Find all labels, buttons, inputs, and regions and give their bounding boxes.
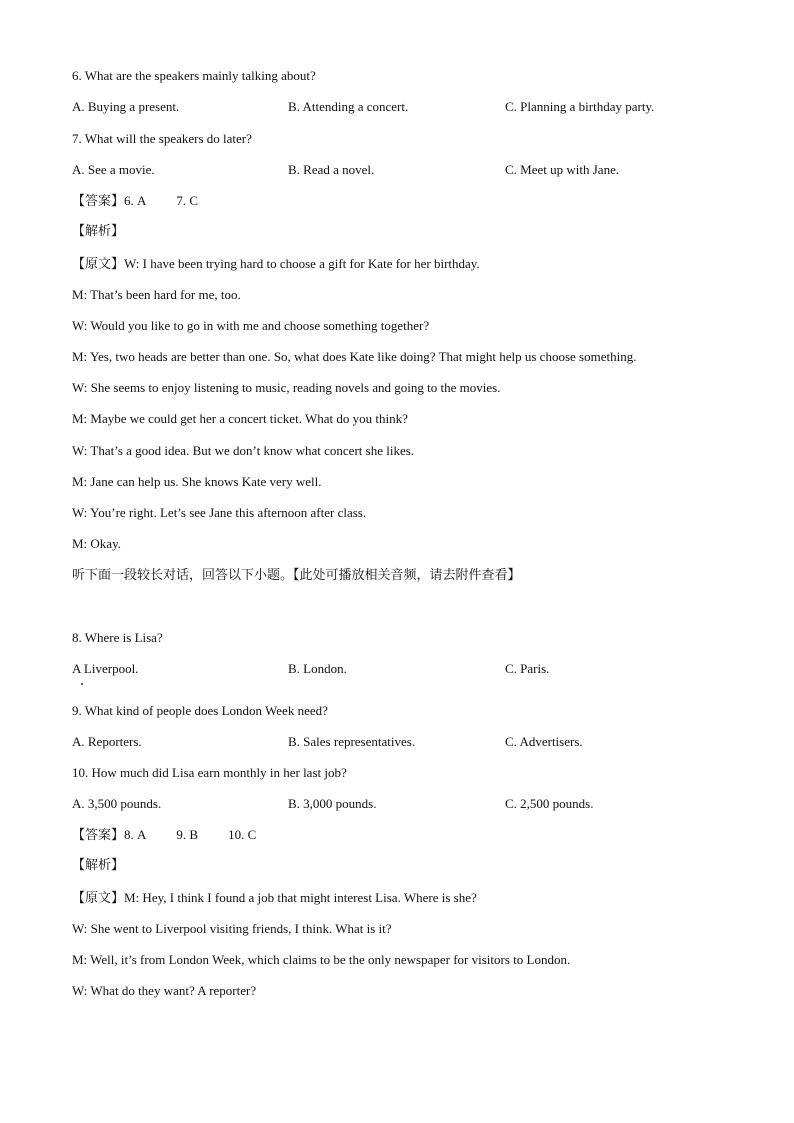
question-6: 6. What are the speakers mainly talking about? xyxy=(72,68,316,83)
transcript-line: W: She seems to enjoy listening to music, reading novels and going to the movies. xyxy=(72,380,501,395)
transcript-line: W: She went to Liverpool visiting friends, I think. What is it? xyxy=(72,921,392,936)
transcript-label: 【原文】 xyxy=(72,891,125,906)
q6-option-c: C. Planning a birthday party. xyxy=(505,99,655,114)
answer-7: 7. C xyxy=(176,193,199,208)
transcript-line: M: Yes, two heads are better than one. So, what does Kate like doing? That might help us choose something. xyxy=(72,349,637,364)
answer-line-2 xyxy=(72,827,256,844)
listening-instruction: 听下面一段较长对话，回答以下小题。【此处可播放相关音频，请去附件查看】 xyxy=(72,568,521,583)
q8-option-b: B. London. xyxy=(288,661,347,676)
transcript-line: W: You’re right. Let’s see Jane this afternoon after class. xyxy=(72,505,367,520)
question-8: 8. Where is Lisa? xyxy=(72,630,163,645)
q8-option-c: C. Paris. xyxy=(505,661,550,676)
answer-9: 9. B xyxy=(176,827,199,842)
question-7: 7. What will the speakers do later? xyxy=(72,131,252,146)
transcript-text: M: Hey, I think I found a job that might interest Lisa. Where is she? xyxy=(124,890,477,905)
answer-label: 【答案】 xyxy=(72,828,125,843)
answer-label: 【答案】 xyxy=(72,194,125,209)
q7-option-b: B. Read a novel. xyxy=(288,162,375,177)
q6-option-b: B. Attending a concert. xyxy=(288,99,409,114)
q6-option-a: A. Buying a present. xyxy=(72,99,180,114)
analysis-label-1: 【解析】 xyxy=(72,224,125,239)
q9-option-a: A. Reporters. xyxy=(72,734,142,749)
q10-option-c: C. 2,500 pounds. xyxy=(505,796,594,811)
q8-option-a: A Liverpool. xyxy=(72,661,139,676)
q7-option-c: C. Meet up with Jane. xyxy=(505,162,620,177)
answer-8: 8. A xyxy=(124,827,147,842)
transcript-text: W: I have been trying hard to choose a gift for Kate for her birthday. xyxy=(124,256,480,271)
analysis-label-2: 【解析】 xyxy=(72,858,125,873)
q10-option-a: A. 3,500 pounds. xyxy=(72,796,162,811)
question-9: 9. What kind of people does London Week need? xyxy=(72,703,328,718)
answer-10: 10. C xyxy=(228,827,257,842)
transcript-line: W: That’s a good idea. But we don’t know what concert she likes. xyxy=(72,443,415,458)
transcript-line: M: Jane can help us. She knows Kate very well. xyxy=(72,474,322,489)
answer-line-1 xyxy=(72,193,198,210)
q7-option-a: A. See a movie. xyxy=(72,162,155,177)
transcript-line: W: What do they want? A reporter? xyxy=(72,983,257,998)
transcript-line: W: Would you like to go in with me and choose something together? xyxy=(72,318,430,333)
answer-6: 6. A xyxy=(124,193,147,208)
q10-option-b: B. 3,000 pounds. xyxy=(288,796,377,811)
transcript-line: M: Well, it’s from London Week, which claims to be the only newspaper for visitors to London. xyxy=(72,952,571,967)
q9-option-c: C. Advertisers. xyxy=(505,734,583,749)
transcript-line xyxy=(72,890,477,907)
q9-option-b: B. Sales representatives. xyxy=(288,734,416,749)
transcript-line: M: Okay. xyxy=(72,536,121,551)
transcript-line xyxy=(72,256,480,273)
transcript-line: M: That’s been hard for me, too. xyxy=(72,287,241,302)
question-10: 10. How much did Lisa earn monthly in her last job? xyxy=(72,765,347,780)
stray-dot xyxy=(81,683,83,685)
transcript-label: 【原文】 xyxy=(72,257,125,272)
transcript-line: M: Maybe we could get her a concert ticket. What do you think? xyxy=(72,411,408,426)
